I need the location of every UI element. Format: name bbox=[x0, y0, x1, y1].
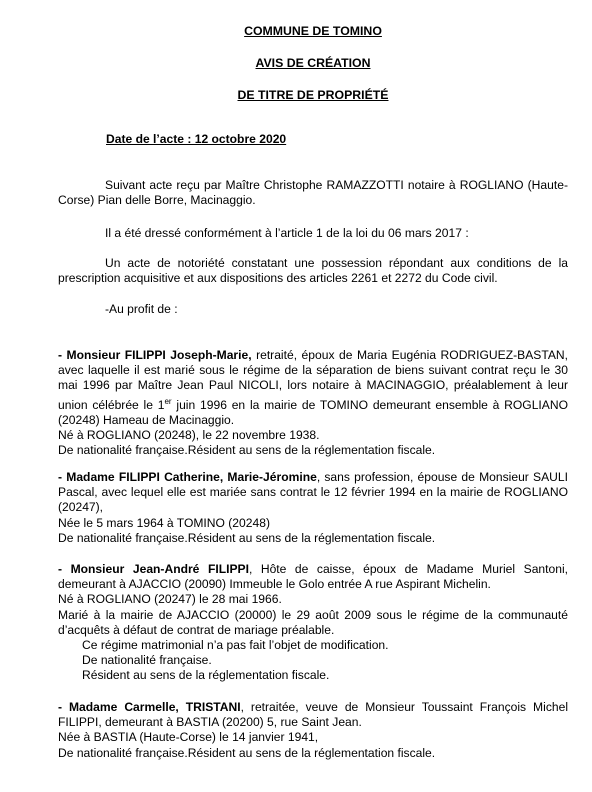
avis-title: AVIS DE CRÉATION bbox=[255, 56, 371, 70]
person-text: , Hôte de caisse, époux de Madame Muriel Santoni, demeurant à AJACCIO (20090) Immeuble le Golo entrée A rue Aspirant Michelin. bbox=[58, 562, 569, 592]
person-block-2 bbox=[58, 470, 568, 546]
person-nationality: De nationalité française.Résident au sens de la réglementation fiscale. bbox=[58, 745, 436, 760]
person-marriage: Marié à la mairie de AJACCIO (20000) le 29 août 2009 sous le régime de la communauté d’acquêts à défaut de contrat de mariage préalable. bbox=[58, 607, 568, 637]
person-text: , retraitée, veuve de Monsieur Toussaint François Michel FILIPPI, demeurant à BASTIA (20200) 5, rue Saint Jean. bbox=[58, 700, 569, 730]
person-block-3 bbox=[58, 562, 568, 684]
person-name: Monsieur Jean-André FILIPPI bbox=[70, 562, 249, 576]
person-prefix: - bbox=[58, 700, 69, 714]
person-description bbox=[58, 700, 568, 730]
person-name: Madame FILIPPI Catherine, Marie-Jéromine bbox=[66, 470, 317, 484]
person-text: , sans profession, épouse de Monsieur SAULI Pascal, avec lequel elle est mariée sans contrat le 12 février 1994 en la mairie de ROGLIANO (20247), bbox=[58, 470, 568, 515]
person-description bbox=[58, 348, 568, 428]
person-birth: Né à ROGLIANO (20247) le 28 mai 1966. bbox=[58, 592, 282, 607]
person-prefix: - bbox=[58, 470, 67, 484]
person-nationality: De nationalité française.Résident au sens de la réglementation fiscale. bbox=[58, 443, 436, 458]
person-description bbox=[58, 562, 568, 592]
date-acte: Date de l’acte : 12 octobre 2020 bbox=[106, 132, 287, 146]
person-birth: Née à BASTIA (Haute-Corse) le 14 janvier 1941, bbox=[58, 730, 319, 745]
intro-au-profit: -Au profit de : bbox=[105, 302, 178, 316]
person-name: Monsieur FILIPPI Joseph-Marie, bbox=[66, 348, 252, 362]
person-residence: Résident au sens de la réglementation fiscale. bbox=[82, 668, 330, 683]
person-description bbox=[58, 470, 568, 516]
person-prefix: - bbox=[58, 562, 71, 576]
person-text: retraité, époux de Maria Eugénia RODRIGUEZ-BASTAN, avec laquelle il est marié sous le régime de la séparation de biens suivant contrat reçu le 30 mai 1996 par Maître Jean Paul NICOLI, lors notaire à MACINAGGIO, préalablement à leur union célébrée le 1 bbox=[58, 348, 568, 412]
intro-notaire: Suivant acte reçu par Maître Christophe RAMAZZOTTI notaire à ROGLIANO (Haute-Corse) Pian delle Borre, Macinaggio. bbox=[58, 178, 568, 208]
intro-article: Il a été dressé conformément à l’article 1 de la loi du 06 mars 2017 : bbox=[105, 226, 469, 240]
ordinal-sup: er bbox=[164, 396, 172, 406]
person-text-end: juin 1996 en la mairie de TOMINO demeurant ensemble à ROGLIANO (20248) Hameau de Macinaggio. bbox=[58, 397, 568, 427]
person-regime: Ce régime matrimonial n’a pas fait l’objet de modification. bbox=[82, 638, 389, 653]
person-block-1 bbox=[58, 348, 568, 458]
titre-title: DE TITRE DE PROPRIÉTÉ bbox=[237, 88, 389, 102]
person-nationality: De nationalité française.Résident au sens de la réglementation fiscale. bbox=[58, 530, 436, 545]
person-birth: Né à ROGLIANO (20248), le 22 novembre 1938. bbox=[58, 428, 320, 443]
person-nationality: De nationalité française. bbox=[82, 653, 212, 668]
person-birth: Née le 5 mars 1964 à TOMINO (20248) bbox=[58, 515, 270, 530]
person-block-4 bbox=[58, 700, 568, 761]
person-prefix: - bbox=[58, 348, 67, 362]
commune-title: COMMUNE DE TOMINO bbox=[244, 24, 382, 38]
intro-notoriete: Un acte de notoriété constatant une possession répondant aux conditions de la prescription acquisitive et aux dispositions des articles 2261 et 2272 du Code civil. bbox=[58, 256, 568, 286]
person-name: Madame Carmelle, TRISTANI bbox=[68, 700, 241, 714]
